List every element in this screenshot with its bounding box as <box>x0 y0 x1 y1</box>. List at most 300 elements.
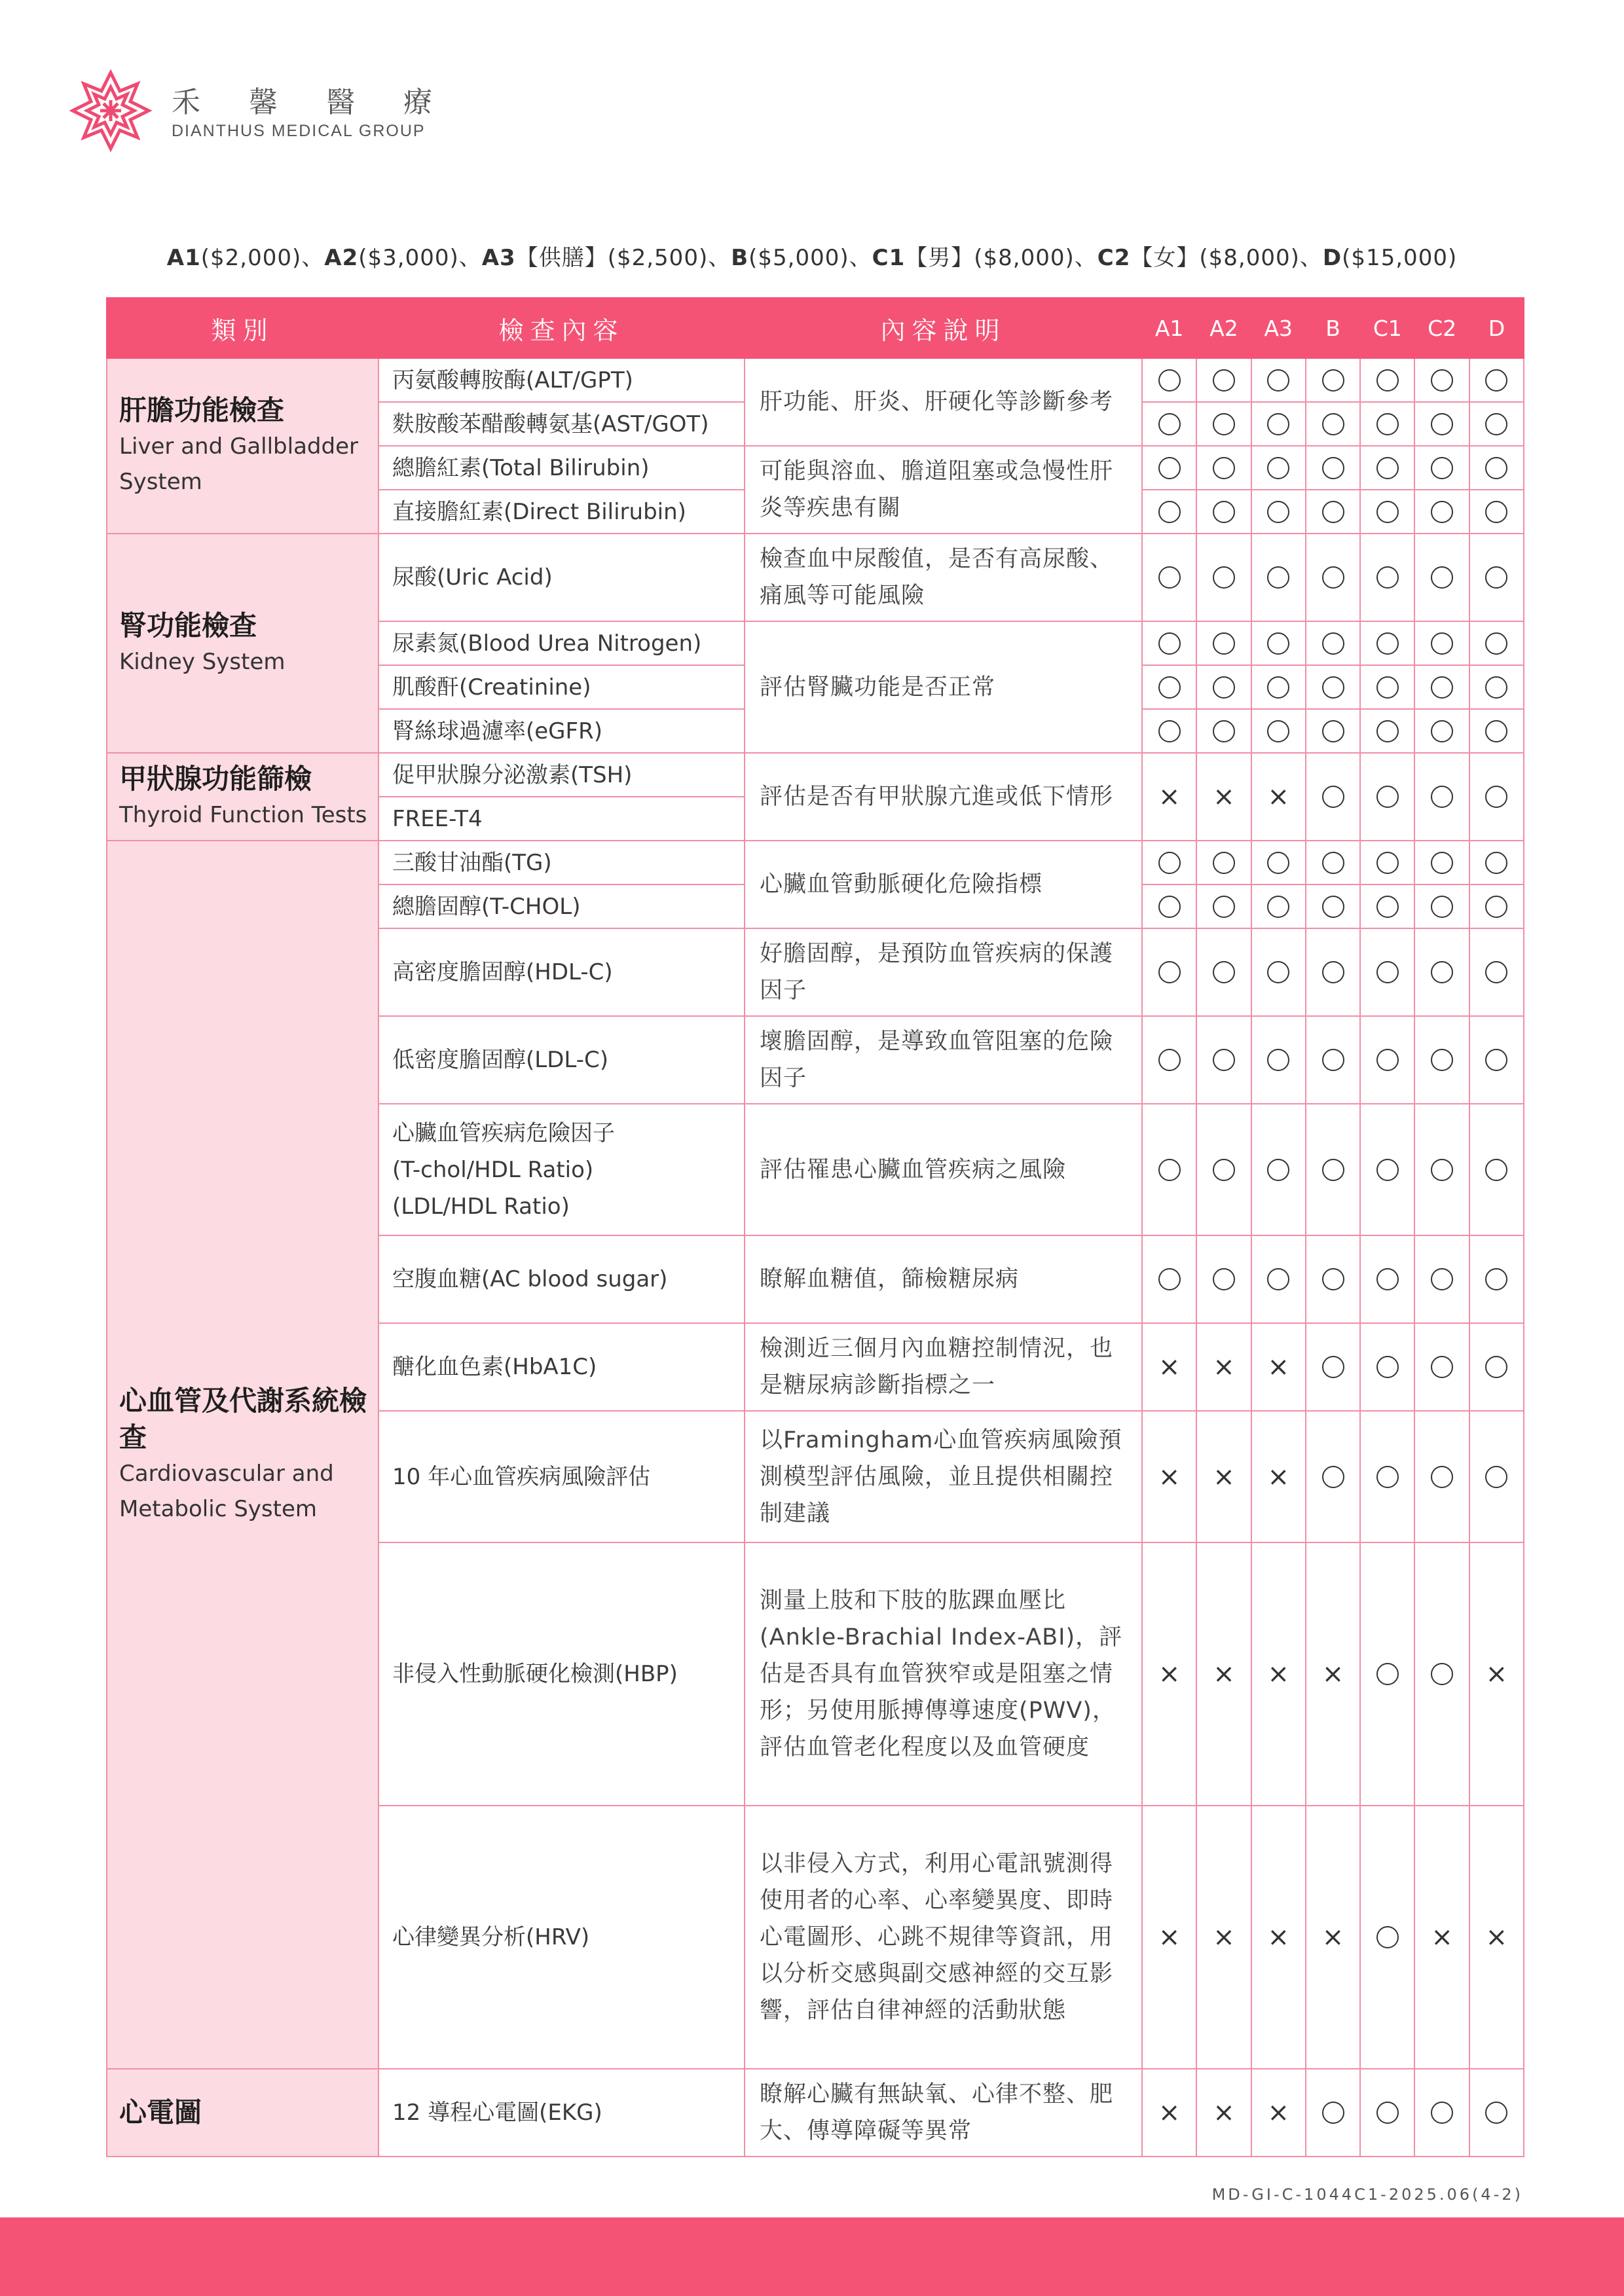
health-check-table <box>106 297 1524 2157</box>
package-mark <box>1196 1542 1251 1806</box>
package-mark <box>1360 402 1414 446</box>
package-price: 【供膳】($2,500)、 <box>515 245 731 271</box>
package-mark <box>1142 1806 1196 2069</box>
excluded-cross-icon: × <box>1158 782 1181 812</box>
included-circle-icon <box>1376 720 1399 742</box>
header-package-c1: C1 <box>1360 298 1414 358</box>
package-mark <box>1469 884 1524 928</box>
package-mark <box>1469 402 1524 446</box>
exam-item: 肌酸酐(Creatinine) <box>378 665 745 709</box>
included-circle-icon <box>1485 413 1507 435</box>
package-mark <box>1306 753 1360 841</box>
included-circle-icon <box>1213 413 1235 435</box>
exam-item: 12 導程心電圖(EKG) <box>378 2069 745 2157</box>
package-mark <box>1414 1323 1469 1411</box>
included-circle-icon <box>1322 852 1344 874</box>
included-circle-icon <box>1322 786 1344 808</box>
package-mark <box>1414 621 1469 665</box>
included-circle-icon <box>1213 676 1235 699</box>
included-circle-icon <box>1376 896 1399 918</box>
excluded-cross-icon: × <box>1267 1659 1289 1689</box>
header-item: 檢查內容 <box>378 298 745 358</box>
package-mark <box>1196 841 1251 884</box>
included-circle-icon <box>1158 413 1181 435</box>
excluded-cross-icon: × <box>1213 1461 1235 1492</box>
included-circle-icon <box>1376 632 1399 655</box>
package-mark <box>1142 358 1196 402</box>
package-mark <box>1414 928 1469 1016</box>
included-circle-icon <box>1322 1466 1344 1488</box>
included-circle-icon <box>1485 676 1507 699</box>
included-circle-icon <box>1213 720 1235 742</box>
included-circle-icon <box>1431 786 1453 808</box>
included-circle-icon <box>1431 457 1453 479</box>
package-mark <box>1360 1542 1414 1806</box>
included-circle-icon <box>1431 1049 1453 1071</box>
included-circle-icon <box>1431 852 1453 874</box>
package-mark <box>1414 446 1469 490</box>
included-circle-icon <box>1376 1159 1399 1181</box>
exam-item: 麩胺酸苯醋酸轉氨基(AST/GOT) <box>378 402 745 446</box>
included-circle-icon <box>1431 1159 1453 1181</box>
package-mark <box>1360 1235 1414 1323</box>
included-circle-icon <box>1322 369 1344 392</box>
package-code: A2 <box>324 245 359 271</box>
exam-description: 評估是否有甲狀腺亢進或低下情形 <box>745 753 1142 841</box>
package-mark <box>1360 358 1414 402</box>
package-mark <box>1196 709 1251 753</box>
included-circle-icon <box>1376 676 1399 699</box>
package-mark <box>1469 1542 1524 1806</box>
included-circle-icon <box>1267 1049 1289 1071</box>
package-mark <box>1360 841 1414 884</box>
included-circle-icon <box>1158 676 1181 699</box>
package-mark <box>1251 402 1306 446</box>
package-mark <box>1196 1104 1251 1235</box>
package-mark <box>1196 358 1251 402</box>
package-mark <box>1414 841 1469 884</box>
package-mark <box>1306 2069 1360 2157</box>
included-circle-icon <box>1485 961 1507 983</box>
included-circle-icon <box>1267 501 1289 523</box>
package-mark <box>1251 534 1306 621</box>
package-mark <box>1196 665 1251 709</box>
package-mark <box>1469 534 1524 621</box>
excluded-cross-icon: × <box>1321 1922 1344 1952</box>
included-circle-icon <box>1267 852 1289 874</box>
package-mark <box>1469 1016 1524 1104</box>
included-circle-icon <box>1485 786 1507 808</box>
included-circle-icon <box>1485 720 1507 742</box>
exam-item: 高密度膽固醇(HDL-C) <box>378 928 745 1016</box>
excluded-cross-icon: × <box>1267 1922 1289 1952</box>
package-mark <box>1360 709 1414 753</box>
excluded-cross-icon: × <box>1213 782 1235 812</box>
package-mark <box>1306 841 1360 884</box>
included-circle-icon <box>1267 632 1289 655</box>
package-mark <box>1306 1542 1360 1806</box>
included-circle-icon <box>1376 786 1399 808</box>
package-mark <box>1142 841 1196 884</box>
package-mark <box>1414 1104 1469 1235</box>
category-cell <box>107 2069 378 2157</box>
package-mark <box>1142 753 1196 841</box>
package-mark <box>1306 534 1360 621</box>
included-circle-icon <box>1431 896 1453 918</box>
package-mark <box>1306 402 1360 446</box>
category-title-en: Cardiovascular and Metabolic System <box>119 1461 334 1522</box>
package-mark <box>1360 1016 1414 1104</box>
included-circle-icon <box>1158 566 1181 589</box>
package-mark <box>1360 884 1414 928</box>
included-circle-icon <box>1213 1049 1235 1071</box>
excluded-cross-icon: × <box>1267 2098 1289 2128</box>
included-circle-icon <box>1267 720 1289 742</box>
package-mark <box>1414 1016 1469 1104</box>
package-code: A3 <box>481 245 516 271</box>
exam-item: 尿酸(Uric Acid) <box>378 534 745 621</box>
included-circle-icon <box>1213 852 1235 874</box>
exam-item: 丙氨酸轉胺酶(ALT/GPT) <box>378 358 745 402</box>
included-circle-icon <box>1213 501 1235 523</box>
package-mark <box>1142 1104 1196 1235</box>
included-circle-icon <box>1431 632 1453 655</box>
excluded-cross-icon: × <box>1213 1352 1235 1382</box>
exam-item: 10 年心血管疾病風險評估 <box>378 1411 745 1542</box>
package-mark <box>1414 884 1469 928</box>
package-mark <box>1196 446 1251 490</box>
excluded-cross-icon: × <box>1431 1922 1453 1952</box>
exam-item: 心律變異分析(HRV) <box>378 1806 745 2069</box>
package-mark <box>1306 1323 1360 1411</box>
exam-item: 非侵入性動脈硬化檢測(HBP) <box>378 1542 745 1806</box>
excluded-cross-icon: × <box>1158 1922 1181 1952</box>
exam-item: 總膽紅素(Total Bilirubin) <box>378 446 745 490</box>
exam-item: 直接膽紅素(Direct Bilirubin) <box>378 490 745 534</box>
exam-item: 總膽固醇(T-CHOL) <box>378 884 745 928</box>
included-circle-icon <box>1431 1466 1453 1488</box>
included-circle-icon <box>1158 457 1181 479</box>
package-mark <box>1469 1411 1524 1542</box>
exam-item: 醣化血色素(HbA1C) <box>378 1323 745 1411</box>
package-code: D <box>1322 245 1342 271</box>
category-cell <box>107 534 378 753</box>
header-category: 類別 <box>107 298 378 358</box>
document-number: MD-GI-C-1044C1-2025.06(4-2) <box>1211 2185 1523 2204</box>
exam-description: 心臟血管動脈硬化危險指標 <box>745 841 1142 928</box>
package-mark <box>1251 1411 1306 1542</box>
package-mark <box>1251 1016 1306 1104</box>
package-mark <box>1360 534 1414 621</box>
included-circle-icon <box>1158 961 1181 983</box>
exam-description: 測量上肢和下肢的肱踝血壓比(Ankle-Brachial Index-ABI)，評估是否具有血管狹窄或是阻塞之情形；另使用脈搏傳導速度(PWV)，評估血管老化程度以及血管硬度 <box>745 1542 1142 1806</box>
included-circle-icon <box>1322 501 1344 523</box>
category-cell <box>107 358 378 534</box>
exam-item: 三酸甘油酯(TG) <box>378 841 745 884</box>
included-circle-icon <box>1322 1049 1344 1071</box>
package-mark <box>1251 753 1306 841</box>
package-mark <box>1306 1235 1360 1323</box>
category-title-zh: 甲狀腺功能篩檢 <box>119 763 312 795</box>
footer-accent-bar <box>0 2217 1624 2296</box>
package-mark <box>1414 665 1469 709</box>
included-circle-icon <box>1322 1268 1344 1290</box>
excluded-cross-icon: × <box>1321 1659 1344 1689</box>
included-circle-icon <box>1376 369 1399 392</box>
included-circle-icon <box>1485 1159 1507 1181</box>
table-header-row <box>107 298 1524 358</box>
package-mark <box>1306 1411 1360 1542</box>
package-mark <box>1196 1411 1251 1542</box>
package-mark <box>1251 1323 1306 1411</box>
header-package-a3: A3 <box>1251 298 1306 358</box>
included-circle-icon <box>1485 852 1507 874</box>
package-mark <box>1306 621 1360 665</box>
included-circle-icon <box>1485 896 1507 918</box>
package-mark <box>1251 709 1306 753</box>
package-mark <box>1414 709 1469 753</box>
exam-description: 評估罹患心臟血管疾病之風險 <box>745 1104 1142 1235</box>
package-mark <box>1414 402 1469 446</box>
package-mark <box>1469 665 1524 709</box>
package-mark <box>1251 1542 1306 1806</box>
included-circle-icon <box>1431 413 1453 435</box>
package-mark <box>1251 621 1306 665</box>
package-mark <box>1469 928 1524 1016</box>
package-price: ($5,000)、 <box>748 245 872 271</box>
included-circle-icon <box>1158 369 1181 392</box>
included-circle-icon <box>1376 1268 1399 1290</box>
package-mark <box>1251 884 1306 928</box>
included-circle-icon <box>1376 1466 1399 1488</box>
package-mark <box>1196 1016 1251 1104</box>
package-mark <box>1142 446 1196 490</box>
included-circle-icon <box>1431 720 1453 742</box>
package-code: C1 <box>872 245 906 271</box>
included-circle-icon <box>1485 369 1507 392</box>
included-circle-icon <box>1485 1049 1507 1071</box>
exam-item: 腎絲球過濾率(eGFR) <box>378 709 745 753</box>
excluded-cross-icon: × <box>1213 1922 1235 1952</box>
brand-name-en: DIANTHUS MEDICAL GROUP <box>172 122 426 140</box>
package-mark <box>1196 884 1251 928</box>
included-circle-icon <box>1485 501 1507 523</box>
included-circle-icon <box>1213 457 1235 479</box>
header-package-a2: A2 <box>1196 298 1251 358</box>
included-circle-icon <box>1376 457 1399 479</box>
exam-item: 低密度膽固醇(LDL-C) <box>378 1016 745 1104</box>
included-circle-icon <box>1322 720 1344 742</box>
package-mark <box>1469 446 1524 490</box>
package-mark <box>1142 490 1196 534</box>
package-mark <box>1414 358 1469 402</box>
included-circle-icon <box>1322 961 1344 983</box>
package-mark <box>1142 402 1196 446</box>
package-mark <box>1142 621 1196 665</box>
package-mark <box>1196 2069 1251 2157</box>
included-circle-icon <box>1431 566 1453 589</box>
category-title-zh: 腎功能檢查 <box>119 609 257 642</box>
included-circle-icon <box>1267 457 1289 479</box>
included-circle-icon <box>1485 2102 1507 2124</box>
package-mark <box>1251 841 1306 884</box>
table-row <box>107 358 1524 402</box>
table-row <box>107 753 1524 797</box>
package-mark <box>1414 1411 1469 1542</box>
exam-description: 以Framingham心血管疾病風險預測模型評估風險，並且提供相關控制建議 <box>745 1411 1142 1542</box>
package-mark <box>1251 2069 1306 2157</box>
included-circle-icon <box>1376 501 1399 523</box>
package-mark <box>1469 1323 1524 1411</box>
header-description: 內容說明 <box>745 298 1142 358</box>
included-circle-icon <box>1158 1268 1181 1290</box>
package-mark <box>1142 534 1196 621</box>
included-circle-icon <box>1322 457 1344 479</box>
package-mark <box>1142 1542 1196 1806</box>
exam-description: 評估腎臟功能是否正常 <box>745 621 1142 753</box>
package-mark <box>1251 1104 1306 1235</box>
included-circle-icon <box>1267 369 1289 392</box>
included-circle-icon <box>1485 1268 1507 1290</box>
package-mark <box>1360 753 1414 841</box>
included-circle-icon <box>1213 632 1235 655</box>
package-mark <box>1306 665 1360 709</box>
included-circle-icon <box>1322 413 1344 435</box>
included-circle-icon <box>1213 961 1235 983</box>
included-circle-icon <box>1267 676 1289 699</box>
exam-description: 瞭解心臟有無缺氧、心律不整、肥大、傳導障礙等異常 <box>745 2069 1142 2157</box>
package-mark <box>1142 2069 1196 2157</box>
package-mark <box>1469 753 1524 841</box>
table-row <box>107 534 1524 621</box>
package-mark <box>1196 402 1251 446</box>
package-mark <box>1196 753 1251 841</box>
excluded-cross-icon: × <box>1213 1659 1235 1689</box>
included-circle-icon <box>1322 632 1344 655</box>
package-mark <box>1142 928 1196 1016</box>
package-mark <box>1306 928 1360 1016</box>
package-mark <box>1469 1806 1524 2069</box>
included-circle-icon <box>1376 413 1399 435</box>
exam-description: 以非侵入方式，利用心電訊號測得使用者的心率、心率變異度、即時心電圖形、心跳不規律等資訊，用以分析交感與副交感神經的交互影響，評估自律神經的活動狀態 <box>745 1806 1142 2069</box>
included-circle-icon <box>1267 413 1289 435</box>
package-mark <box>1251 928 1306 1016</box>
included-circle-icon <box>1431 1663 1453 1685</box>
included-circle-icon <box>1376 1356 1399 1378</box>
package-mark <box>1251 446 1306 490</box>
package-mark <box>1360 665 1414 709</box>
included-circle-icon <box>1267 961 1289 983</box>
package-mark <box>1414 534 1469 621</box>
package-mark <box>1196 1323 1251 1411</box>
package-mark <box>1306 446 1360 490</box>
package-mark <box>1306 1104 1360 1235</box>
included-circle-icon <box>1213 1268 1235 1290</box>
included-circle-icon <box>1267 1159 1289 1181</box>
included-circle-icon <box>1376 1663 1399 1685</box>
package-mark <box>1142 709 1196 753</box>
package-mark <box>1196 534 1251 621</box>
package-code: A1 <box>166 245 201 271</box>
package-mark <box>1142 1323 1196 1411</box>
package-code: B <box>731 245 749 271</box>
package-mark <box>1414 1235 1469 1323</box>
included-circle-icon <box>1213 1159 1235 1181</box>
included-circle-icon <box>1431 676 1453 699</box>
package-mark <box>1469 1235 1524 1323</box>
package-price: 【女】($8,000)、 <box>1130 245 1323 271</box>
excluded-cross-icon: × <box>1485 1659 1508 1689</box>
excluded-cross-icon: × <box>1267 1461 1289 1492</box>
package-mark <box>1360 621 1414 665</box>
package-mark <box>1414 2069 1469 2157</box>
excluded-cross-icon: × <box>1213 2098 1235 2128</box>
exam-description: 瞭解血糖值，篩檢糖尿病 <box>745 1235 1142 1323</box>
package-mark <box>1251 1806 1306 2069</box>
table-row <box>107 841 1524 884</box>
package-mark <box>1306 490 1360 534</box>
included-circle-icon <box>1322 1159 1344 1181</box>
package-mark <box>1196 928 1251 1016</box>
package-mark <box>1306 884 1360 928</box>
package-price: ($2,000)、 <box>200 245 325 271</box>
included-circle-icon <box>1485 566 1507 589</box>
package-mark <box>1142 884 1196 928</box>
package-mark <box>1196 1806 1251 2069</box>
package-mark <box>1469 621 1524 665</box>
exam-description: 可能與溶血、膽道阻塞或急慢性肝炎等疾患有關 <box>745 446 1142 534</box>
included-circle-icon <box>1322 1356 1344 1378</box>
package-mark <box>1469 358 1524 402</box>
package-mark <box>1196 1235 1251 1323</box>
package-mark <box>1360 2069 1414 2157</box>
included-circle-icon <box>1485 1466 1507 1488</box>
package-mark <box>1360 446 1414 490</box>
included-circle-icon <box>1431 1268 1453 1290</box>
included-circle-icon <box>1322 2102 1344 2124</box>
package-price: 【男】($8,000)、 <box>905 245 1098 271</box>
category-title-zh: 心血管及代謝系統檢查 <box>119 1385 367 1453</box>
included-circle-icon <box>1376 1049 1399 1071</box>
package-price: ($15,000) <box>1342 245 1458 271</box>
package-mark <box>1196 621 1251 665</box>
package-mark <box>1251 665 1306 709</box>
exam-item: FREE-T4 <box>378 797 745 841</box>
package-mark <box>1251 1235 1306 1323</box>
header-package-c2: C2 <box>1414 298 1469 358</box>
included-circle-icon <box>1158 501 1181 523</box>
package-mark <box>1142 665 1196 709</box>
category-title-zh: 心電圖 <box>119 2096 202 2128</box>
included-circle-icon <box>1485 457 1507 479</box>
included-circle-icon <box>1376 852 1399 874</box>
included-circle-icon <box>1213 369 1235 392</box>
included-circle-icon <box>1158 1159 1181 1181</box>
category-title-en: Liver and Gallbladder System <box>119 433 358 495</box>
header-package-b: B <box>1306 298 1360 358</box>
excluded-cross-icon: × <box>1158 1461 1181 1492</box>
brand-name-zh: 禾 馨 醫 療 <box>172 86 452 119</box>
dianthus-flower-logo-icon <box>68 68 153 153</box>
package-price: ($3,000)、 <box>358 245 482 271</box>
included-circle-icon <box>1322 676 1344 699</box>
included-circle-icon <box>1213 566 1235 589</box>
included-circle-icon <box>1267 1268 1289 1290</box>
category-cell <box>107 753 378 841</box>
exam-description: 壞膽固醇，是導致血管阻塞的危險因子 <box>745 1016 1142 1104</box>
package-mark <box>1414 1542 1469 1806</box>
exam-description: 好膽固醇，是預防血管疾病的保護因子 <box>745 928 1142 1016</box>
